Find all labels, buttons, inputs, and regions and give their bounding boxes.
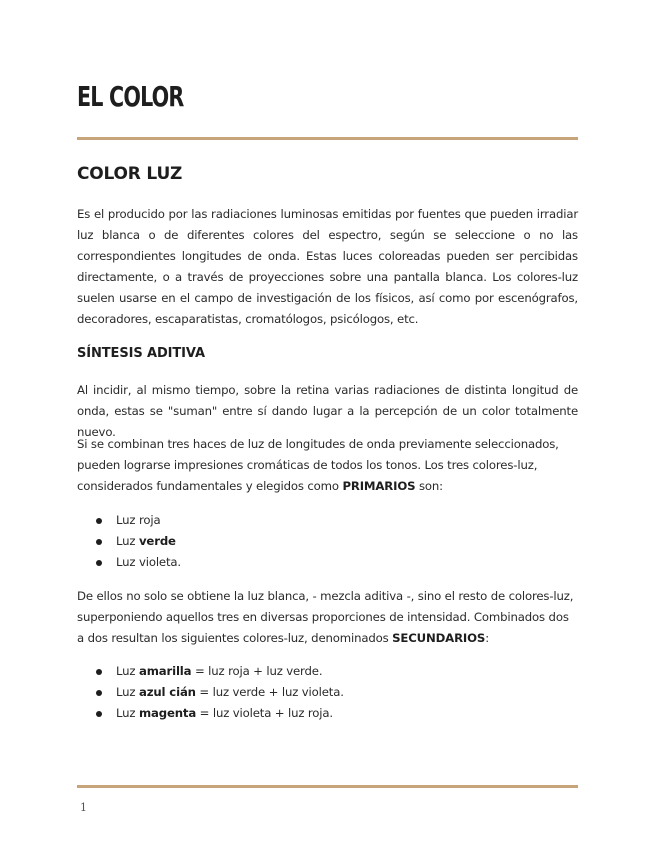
primarios-emphasis: PRIMARIOS (342, 479, 416, 493)
footer-divider (77, 785, 578, 788)
list-item-text: Luz (116, 706, 139, 720)
paragraph-incidir: Al incidir, al mismo tiempo, sobre la retina varias radiaciones de distinta longitud de onda, estas se "suman" entre sí dando lugar a la percepción de un color totalmente nuevo. (77, 383, 578, 439)
bullet-icon (96, 560, 102, 566)
list-item (96, 703, 344, 724)
secondary-colors-list (96, 661, 344, 724)
list-item (96, 510, 181, 531)
list-item-bold: azul cián (138, 685, 196, 699)
paragraph-primarios-suffix: son: (415, 479, 443, 493)
paragraph-secundarios (77, 586, 578, 649)
list-item (96, 682, 344, 703)
paragraph-intro: Es el producido por las radiaciones luminosas emitidas por fuentes que pueden irradiar luz blanca o de diferentes colores del espectro, según se seleccione o no las correspondientes longitudes de onda. Estas luces coloreadas pueden ser percibidas directamente, o a través de proyecciones sobre una pantalla blanca. Los colores-luz suelen usarse en el campo de investigación de los físicos, así como por escenógrafos, decoradores, escaparatistas, cromatólogos, psicólogos, etc. (77, 207, 578, 326)
list-item-text: Luz violeta. (116, 555, 181, 569)
list-item-suffix: = luz violeta + luz roja. (196, 706, 333, 720)
list-item-text: Luz roja (116, 513, 161, 527)
list-item-text: Luz (116, 534, 139, 548)
list-item-text: Luz (116, 664, 139, 678)
paragraph-secundarios-text: De ellos no solo se obtiene la luz blanca, - mezcla aditiva -, sino el resto de colores-luz, superponiendo aquellos tres en diversas proporciones de intensidad. Combinados dos a dos resultan los siguientes colores-luz, denominados (77, 589, 574, 645)
list-item-suffix: = luz verde + luz violeta. (195, 685, 344, 699)
list-item (96, 661, 344, 682)
list-item-text: Luz (116, 685, 139, 699)
paragraph-secundarios-suffix: : (485, 631, 489, 645)
list-item-bold: magenta (138, 706, 197, 720)
paragraph-primarios-text: Si se combinan tres haces de luz de longitudes de onda previamente seleccionados, pueden lograrse impresiones cromáticas de todos los tonos. Los tres colores-luz, considerados fundamentales y elegidos como (77, 437, 559, 493)
list-item-bold: verde (138, 534, 176, 548)
bullet-icon (96, 669, 102, 675)
list-item-suffix: = luz roja + luz verde. (191, 664, 323, 678)
page-number: 1 (80, 801, 87, 814)
paragraph-primarios (77, 434, 578, 497)
list-item-bold: amarilla (138, 664, 192, 678)
list-item (96, 552, 181, 573)
list-item (96, 531, 181, 552)
bullet-icon (96, 539, 102, 545)
subsection-heading-sintesis-aditiva: SÍNTESIS ADITIVA (77, 346, 205, 361)
section-heading-color-luz: COLOR LUZ (77, 164, 183, 184)
bullet-icon (96, 518, 102, 524)
bullet-icon (96, 711, 102, 717)
secundarios-emphasis: SECUNDARIOS (392, 631, 486, 645)
title-divider (77, 137, 578, 140)
bullet-icon (96, 690, 102, 696)
page-title: EL COLOR (77, 80, 184, 113)
primary-colors-list (96, 510, 181, 573)
